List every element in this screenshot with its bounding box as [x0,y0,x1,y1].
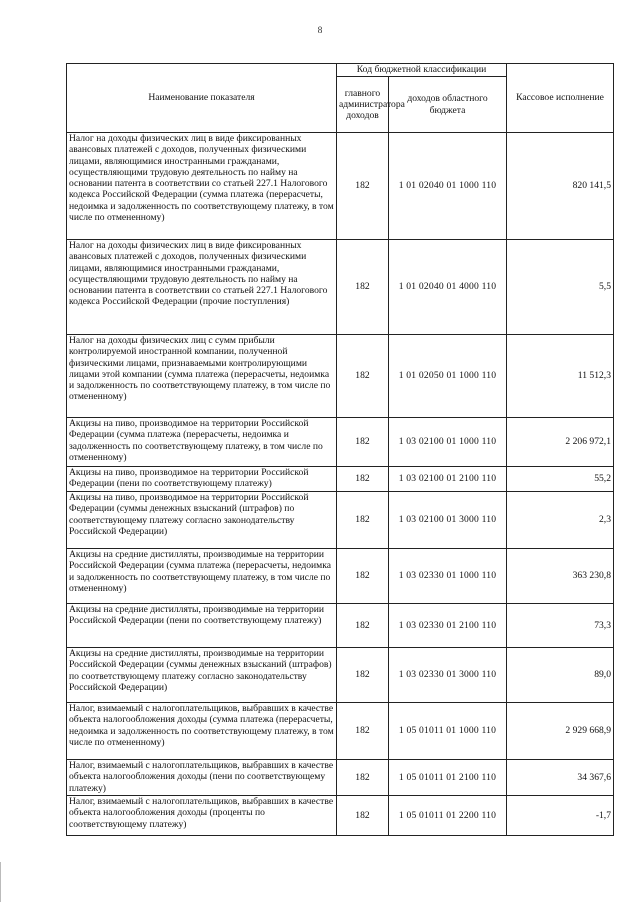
row-revenue-code: 1 03 02100 01 2100 110 [389,467,507,492]
row-name: Налог на доходы физических лиц с сумм прибыли контролируемой иностранной компании, полученной физическими лицами, признаваемыми контролирующими лицами этой компании (сумма платежа (перерасчеты, недоимка и задолженность по соответствующему платежу, в том числе по отмененному) [67,335,337,418]
row-execution-value: 2,3 [507,492,614,549]
row-revenue-code: 1 01 02050 01 1000 110 [389,335,507,418]
row-admin-code: 182 [337,133,389,240]
header-admin: главного администратора доходов [337,77,389,133]
row-execution-value: 89,0 [507,648,614,703]
row-name: Акцизы на средние дистилляты, производимые на территории Российской Федерации (пени по соответствующему платежу) [67,604,337,648]
table-row [67,467,614,492]
row-admin-code: 182 [337,492,389,549]
row-admin-code: 182 [337,703,389,760]
row-execution-value: 2 929 668,9 [507,703,614,760]
header-execution: Кассовое исполнение [507,64,614,133]
row-revenue-code: 1 05 01011 01 2100 110 [389,760,507,796]
table-row [67,549,614,604]
table-row [67,335,614,418]
row-admin-code: 182 [337,604,389,648]
budget-revenue-table [66,63,614,836]
table-row [67,648,614,703]
row-admin-code: 182 [337,760,389,796]
row-admin-code: 182 [337,418,389,467]
row-name: Налог на доходы физических лиц в виде фиксированных авансовых платежей с доходов, полученных физическими лицами, являющимися иностранными гражданами, осуществляющими трудовую деятельность по найму на основании патента в соответствии со статьей 227.1 Налогового кодекса Российской Федерации (сумма платежа (перерасчеты, недоимка и задолженность по соответствующему платежу, в том числе по отмененному) [67,133,337,240]
scan-edge-mark [0,862,1,902]
row-admin-code: 182 [337,240,389,335]
header-budget-code: Код бюджетной классификации [337,64,507,77]
row-admin-code: 182 [337,648,389,703]
row-revenue-code: 1 03 02330 01 1000 110 [389,549,507,604]
table-row [67,133,614,240]
row-admin-code: 182 [337,335,389,418]
table-row [67,240,614,335]
row-name: Налог, взимаемый с налогоплательщиков, выбравших в качестве объекта налогообложения доходы (сумма платежа (перерасчеты, недоимка и задолженность по соответствующему платежу, в том числе по отмененному) [67,703,337,760]
table-row [67,604,614,648]
row-name: Налог, взимаемый с налогоплательщиков, выбравших в качестве объекта налогообложения доходы (пени по соответствующему платежу) [67,760,337,796]
row-admin-code: 182 [337,549,389,604]
row-execution-value: 2 206 972,1 [507,418,614,467]
row-execution-value: 5,5 [507,240,614,335]
row-name: Акцизы на средние дистилляты, производимые на территории Российской Федерации (сумма платежа (перерасчеты, недоимка и задолженность по соответствующему платежу, в том числе по отмененному) [67,549,337,604]
header-revenue: доходов областного бюджета [389,77,507,133]
row-execution-value: 820 141,5 [507,133,614,240]
row-name: Акцизы на средние дистилляты, производимые на территории Российской Федерации (суммы денежных взысканий (штрафов) по соответствующему платежу согласно законодательству Российской Федерации) [67,648,337,703]
row-revenue-code: 1 05 01011 01 2200 110 [389,796,507,836]
table-row [67,703,614,760]
row-admin-code: 182 [337,467,389,492]
row-admin-code: 182 [337,796,389,836]
row-name: Акцизы на пиво, производимое на территории Российской Федерации (пени по соответствующему платежу) [67,467,337,492]
row-execution-value: 55,2 [507,467,614,492]
row-name: Акцизы на пиво, производимое на территории Российской Федерации (суммы денежных взысканий (штрафов) по соответствующему платежу согласно законодательству Российской Федерации) [67,492,337,549]
row-execution-value: -1,7 [507,796,614,836]
table-row [67,492,614,549]
row-name: Акцизы на пиво, производимое на территории Российской Федерации (сумма платежа (перерасчеты, недоимка и задолженность по соответствующему платежу, в том числе по отмененному) [67,418,337,467]
row-execution-value: 34 367,6 [507,760,614,796]
row-execution-value: 73,3 [507,604,614,648]
page-number: 8 [317,26,323,36]
table-row [67,760,614,796]
header-name: Наименование показателя [67,64,337,133]
table-body [67,133,614,836]
row-revenue-code: 1 03 02330 01 3000 110 [389,648,507,703]
table-row [67,796,614,836]
row-revenue-code: 1 05 01011 01 1000 110 [389,703,507,760]
row-revenue-code: 1 03 02100 01 1000 110 [389,418,507,467]
row-execution-value: 363 230,8 [507,549,614,604]
table-header [67,64,614,133]
row-revenue-code: 1 01 02040 01 1000 110 [389,133,507,240]
row-execution-value: 11 512,3 [507,335,614,418]
row-revenue-code: 1 03 02100 01 3000 110 [389,492,507,549]
row-name: Налог, взимаемый с налогоплательщиков, выбравших в качестве объекта налогообложения доходы (проценты по соответствующему платежу) [67,796,337,836]
row-revenue-code: 1 01 02040 01 4000 110 [389,240,507,335]
row-name: Налог на доходы физических лиц в виде фиксированных авансовых платежей с доходов, полученных физическими лицами, являющимися иностранными гражданами, осуществляющими трудовую деятельность по найму на основании патента в соответствии со статьей 227.1 Налогового кодекса Российской Федерации (прочие поступления) [67,240,337,335]
row-revenue-code: 1 03 02330 01 2100 110 [389,604,507,648]
table-row [67,418,614,467]
